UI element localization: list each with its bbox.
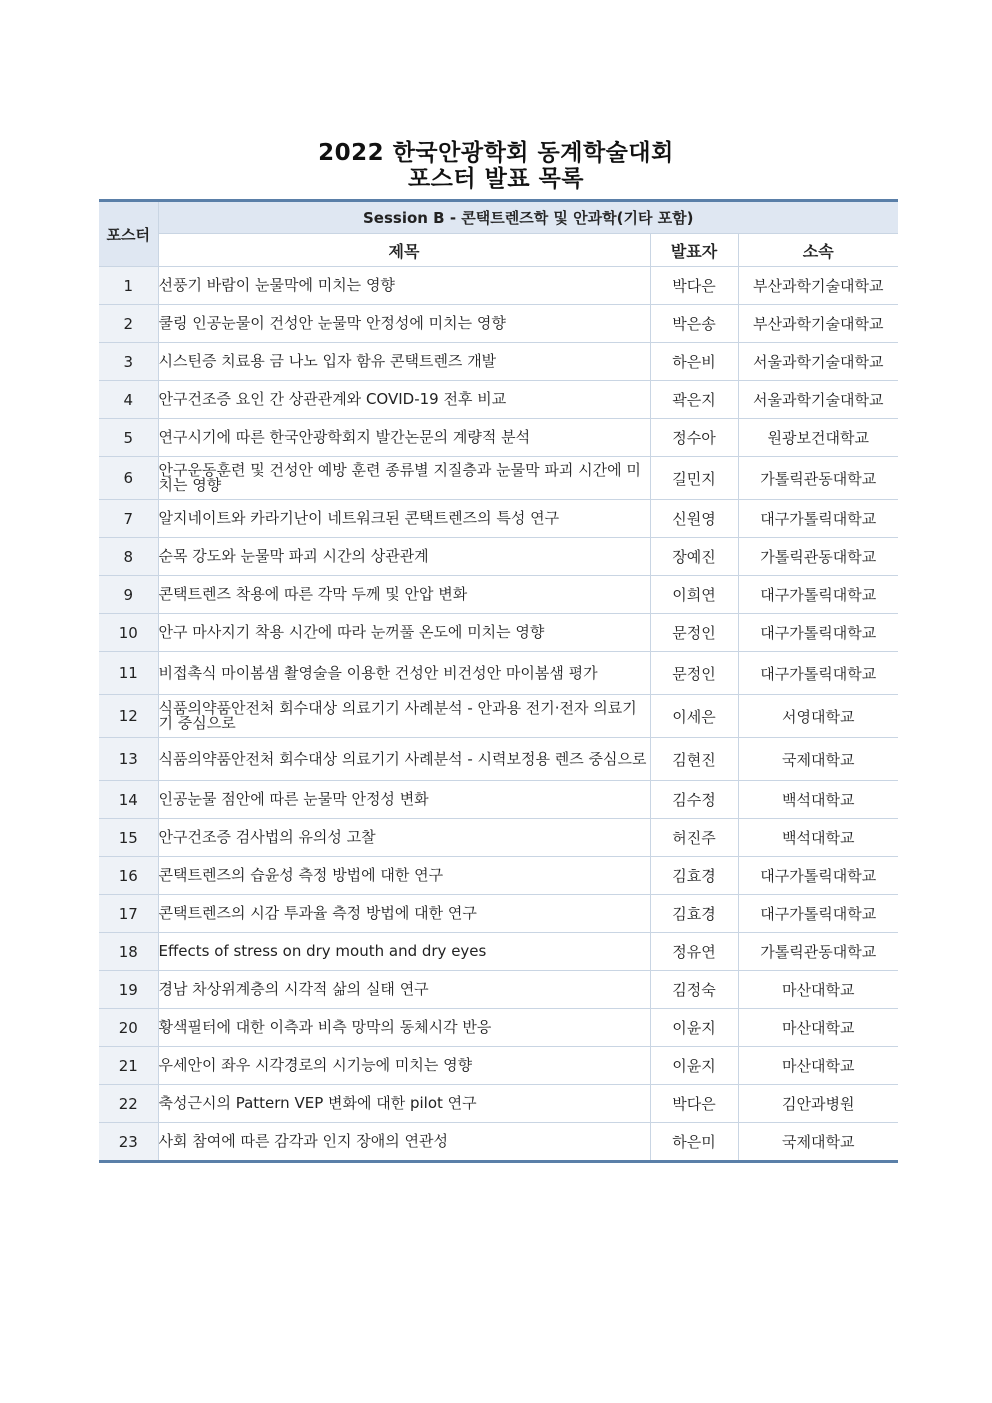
- poster-column-header: 포스터: [99, 201, 158, 267]
- affiliation-cell: 백석대학교: [738, 819, 898, 857]
- poster-number-cell: 5: [99, 419, 158, 457]
- poster-number-cell: 6: [99, 457, 158, 500]
- presenter-cell: 이윤지: [650, 1047, 738, 1085]
- table-row: [99, 895, 898, 933]
- poster-number-cell: 4: [99, 381, 158, 419]
- presenter-cell: 하은비: [650, 343, 738, 381]
- session-header: Session B - 콘택트렌즈학 및 안과학(기타 포함): [158, 201, 898, 234]
- affiliation-cell: 대구가톨릭대학교: [738, 857, 898, 895]
- affiliation-cell: 서울과학기술대학교: [738, 343, 898, 381]
- poster-number-cell: 13: [99, 738, 158, 781]
- table-row: [99, 614, 898, 652]
- table-row: [99, 500, 898, 538]
- table-row: [99, 857, 898, 895]
- presenter-cell: 이윤지: [650, 1009, 738, 1047]
- affiliation-cell: 백석대학교: [738, 781, 898, 819]
- presenter-cell: 이세은: [650, 695, 738, 738]
- table-row: [99, 819, 898, 857]
- poster-title-cell: 콘택트렌즈 착용에 따른 각막 두께 및 안압 변화: [158, 576, 650, 614]
- table-row: [99, 1047, 898, 1085]
- presenter-cell: 박다은: [650, 267, 738, 305]
- poster-title-cell: 쿨링 인공눈물이 건성안 눈물막 안정성에 미치는 영향: [158, 305, 650, 343]
- table-row: [99, 652, 898, 695]
- affiliation-cell: 마산대학교: [738, 1047, 898, 1085]
- presenter-cell: 정수아: [650, 419, 738, 457]
- presenter-cell: 하은미: [650, 1123, 738, 1162]
- document-title: [0, 140, 992, 192]
- table-row: [99, 1009, 898, 1047]
- table-row: [99, 457, 898, 500]
- poster-title-cell: 식품의약품안전처 회수대상 의료기기 사례분석 - 시력보정용 렌즈 중심으로: [158, 738, 650, 781]
- poster-title-cell: 우세안이 좌우 시각경로의 시기능에 미치는 영향: [158, 1047, 650, 1085]
- presenter-cell: 정유연: [650, 933, 738, 971]
- table-row: [99, 971, 898, 1009]
- poster-number-cell: 23: [99, 1123, 158, 1162]
- table-row: [99, 343, 898, 381]
- table-row: [99, 738, 898, 781]
- table-row: [99, 381, 898, 419]
- table-row: [99, 695, 898, 738]
- presenter-cell: 박다은: [650, 1085, 738, 1123]
- affiliation-cell: 가톨릭관동대학교: [738, 933, 898, 971]
- affiliation-cell: 대구가톨릭대학교: [738, 576, 898, 614]
- poster-number-cell: 20: [99, 1009, 158, 1047]
- table-body: [99, 267, 898, 1162]
- presenter-cell: 문정인: [650, 652, 738, 695]
- affiliation-cell: 대구가톨릭대학교: [738, 614, 898, 652]
- table-row: [99, 538, 898, 576]
- poster-number-cell: 7: [99, 500, 158, 538]
- presenter-cell: 신원영: [650, 500, 738, 538]
- poster-title-cell: 식품의약품안전처 회수대상 의료기기 사례분석 - 안과용 전기·전자 의료기기 중심으로: [158, 695, 650, 738]
- poster-title-cell: 시스틴증 치료용 금 나노 입자 함유 콘택트렌즈 개발: [158, 343, 650, 381]
- poster-number-cell: 11: [99, 652, 158, 695]
- affiliation-cell: 부산과학기술대학교: [738, 267, 898, 305]
- poster-list-table: [99, 199, 898, 1163]
- poster-title-cell: 안구운동훈련 및 건성안 예방 훈련 종류별 지질층과 눈물막 파괴 시간에 미치는 영향: [158, 457, 650, 500]
- poster-number-cell: 16: [99, 857, 158, 895]
- presenter-cell: 김정숙: [650, 971, 738, 1009]
- title-line-1: 2022 한국안광학회 동계학술대회: [318, 140, 674, 166]
- affiliation-cell: 대구가톨릭대학교: [738, 895, 898, 933]
- poster-number-cell: 21: [99, 1047, 158, 1085]
- presenter-cell: 길민지: [650, 457, 738, 500]
- title-line-2: 포스터 발표 목록: [407, 166, 585, 192]
- affiliation-cell: 서영대학교: [738, 695, 898, 738]
- poster-number-cell: 9: [99, 576, 158, 614]
- table-row: [99, 1123, 898, 1162]
- poster-title-cell: 선풍기 바람이 눈물막에 미치는 영향: [158, 267, 650, 305]
- table-row: [99, 305, 898, 343]
- poster-title-cell: 사회 참여에 따른 감각과 인지 장애의 연관성: [158, 1123, 650, 1162]
- affiliation-cell: 가톨릭관동대학교: [738, 457, 898, 500]
- table-row: [99, 419, 898, 457]
- presenter-cell: 김효경: [650, 895, 738, 933]
- affiliation-cell: 국제대학교: [738, 1123, 898, 1162]
- affiliation-cell: 마산대학교: [738, 971, 898, 1009]
- poster-number-cell: 18: [99, 933, 158, 971]
- table-row: [99, 1085, 898, 1123]
- poster-number-cell: 14: [99, 781, 158, 819]
- poster-number-cell: 15: [99, 819, 158, 857]
- table-row: [99, 576, 898, 614]
- poster-title-cell: 콘택트렌즈의 시감 투과율 측정 방법에 대한 연구: [158, 895, 650, 933]
- presenter-cell: 김효경: [650, 857, 738, 895]
- poster-number-cell: 12: [99, 695, 158, 738]
- affiliation-cell: 서울과학기술대학교: [738, 381, 898, 419]
- affiliation-cell: 가톨릭관동대학교: [738, 538, 898, 576]
- table-row: [99, 933, 898, 971]
- poster-number-cell: 8: [99, 538, 158, 576]
- affiliation-cell: 마산대학교: [738, 1009, 898, 1047]
- poster-number-cell: 2: [99, 305, 158, 343]
- table-row: [99, 781, 898, 819]
- presenter-cell: 문정인: [650, 614, 738, 652]
- poster-title-cell: 연구시기에 따른 한국안광학회지 발간논문의 계량적 분석: [158, 419, 650, 457]
- poster-title-cell: 인공눈물 점안에 따른 눈물막 안정성 변화: [158, 781, 650, 819]
- poster-title-cell: Effects of stress on dry mouth and dry eyes: [158, 933, 650, 971]
- poster-title-cell: 순목 강도와 눈물막 파괴 시간의 상관관계: [158, 538, 650, 576]
- affiliation-cell: 김안과병원: [738, 1085, 898, 1123]
- poster-title-cell: 경남 차상위계층의 시각적 삶의 실태 연구: [158, 971, 650, 1009]
- poster-number-cell: 1: [99, 267, 158, 305]
- affiliation-cell: 국제대학교: [738, 738, 898, 781]
- presenter-column-header: 발표자: [650, 234, 738, 267]
- presenter-cell: 곽은지: [650, 381, 738, 419]
- presenter-cell: 허진주: [650, 819, 738, 857]
- poster-number-cell: 10: [99, 614, 158, 652]
- presenter-cell: 장예진: [650, 538, 738, 576]
- poster-title-cell: 황색필터에 대한 이측과 비측 망막의 동체시각 반응: [158, 1009, 650, 1047]
- poster-title-cell: 안구 마사지기 착용 시간에 따라 눈꺼풀 온도에 미치는 영향: [158, 614, 650, 652]
- poster-title-cell: 알지네이트와 카라기난이 네트워크된 콘택트렌즈의 특성 연구: [158, 500, 650, 538]
- poster-title-cell: 축성근시의 Pattern VEP 변화에 대한 pilot 연구: [158, 1085, 650, 1123]
- presenter-cell: 김현진: [650, 738, 738, 781]
- affiliation-cell: 대구가톨릭대학교: [738, 652, 898, 695]
- affiliation-cell: 원광보건대학교: [738, 419, 898, 457]
- poster-number-cell: 19: [99, 971, 158, 1009]
- poster-number-cell: 3: [99, 343, 158, 381]
- table-row: [99, 267, 898, 305]
- poster-title-cell: 비접촉식 마이봄샘 촬영술을 이용한 건성안 비건성안 마이봄샘 평가: [158, 652, 650, 695]
- poster-title-cell: 콘택트렌즈의 습윤성 측정 방법에 대한 연구: [158, 857, 650, 895]
- poster-number-cell: 22: [99, 1085, 158, 1123]
- affiliation-cell: 부산과학기술대학교: [738, 305, 898, 343]
- poster-title-cell: 안구건조증 요인 간 상관관계와 COVID-19 전후 비교: [158, 381, 650, 419]
- presenter-cell: 박은송: [650, 305, 738, 343]
- title-column-header: 제목: [158, 234, 650, 267]
- presenter-cell: 김수정: [650, 781, 738, 819]
- affiliation-column-header: 소속: [738, 234, 898, 267]
- table-header: [99, 201, 898, 267]
- poster-title-cell: 안구건조증 검사법의 유의성 고찰: [158, 819, 650, 857]
- affiliation-cell: 대구가톨릭대학교: [738, 500, 898, 538]
- presenter-cell: 이희연: [650, 576, 738, 614]
- poster-number-cell: 17: [99, 895, 158, 933]
